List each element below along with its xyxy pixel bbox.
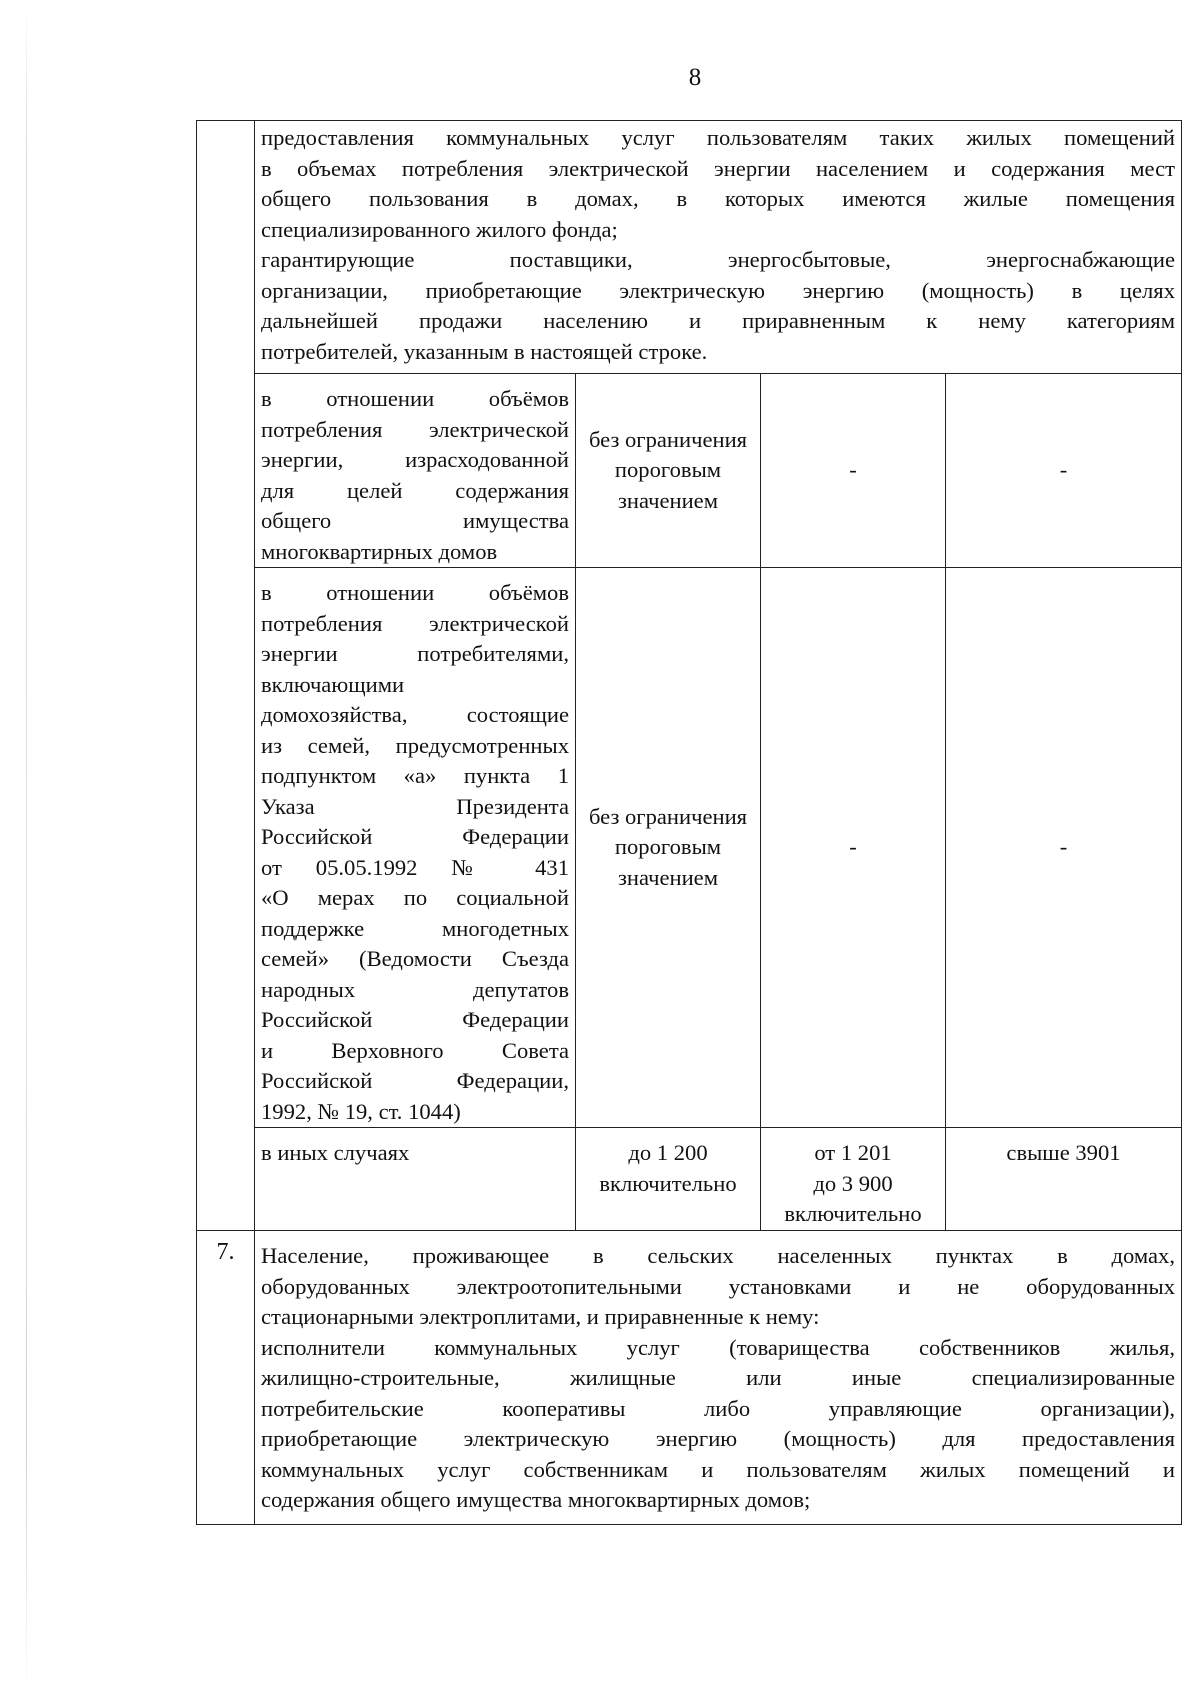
range-line: включительно — [599, 1170, 737, 1196]
range-cell-dash: - — [761, 374, 946, 568]
table-row-other-cases — [197, 1128, 1182, 1231]
range-cell-high: свыше 3901 — [946, 1128, 1182, 1231]
item-7-line: оборудованных электроотопительными установками и не оборудованных — [261, 1273, 1175, 1299]
item-7-line: потребительские кооперативы либо управляющие организации), — [261, 1395, 1175, 1421]
category-cell: в иных случаях — [255, 1128, 576, 1231]
range-cell-dash: - — [761, 568, 946, 1128]
category-line: общего имущества — [261, 508, 569, 533]
intro-line: предоставления коммунальных услуг пользователям таких жилых помещений — [261, 125, 1175, 150]
intro-line: потребителей, указанным в настоящей строке. — [261, 338, 708, 364]
table-row-intro — [197, 121, 1182, 374]
category-line: Российской Федерации — [261, 1007, 569, 1032]
category-line: Российской Федерации — [261, 824, 569, 849]
category-line: потребления электрической — [261, 416, 569, 442]
category-line: «О мерах по социальной — [261, 885, 569, 910]
item-7-line: исполнители коммунальных услуг (товарищества собственников жилья, — [261, 1334, 1175, 1360]
range-line: до 1 200 — [628, 1140, 708, 1165]
range-cell-dash: - — [946, 568, 1182, 1128]
threshold-cell: без ограничения пороговым значением — [576, 374, 761, 568]
category-line: подпунктом «а» пункта 1 — [261, 763, 569, 788]
category-line: в отношении объёмов — [261, 386, 569, 411]
category-cell — [255, 568, 576, 1128]
category-line: Указа Президента — [261, 793, 569, 819]
category-line: семей» (Ведомости Съезда — [261, 946, 569, 971]
intro-line: дальнейшей продажи населению и приравненным к нему категориям — [261, 308, 1175, 333]
category-line: энергии потребителями, — [261, 641, 569, 666]
category-line: потребления электрической — [261, 610, 569, 636]
intro-line: специализированного жилого фонда; — [261, 216, 618, 242]
item-7-line: коммунальных услуг собственникам и пользователям жилых помещений и — [261, 1456, 1175, 1482]
category-line: Российской Федерации, — [261, 1068, 569, 1093]
table-row-common-property — [197, 374, 1182, 568]
category-line: и Верховного Совета — [261, 1037, 569, 1063]
category-line: из семей, предусмотренных — [261, 732, 569, 758]
category-line: домохозяйства, состоящие — [261, 702, 569, 727]
page-number: 8 — [688, 64, 702, 91]
intro-text-cell — [255, 121, 1182, 374]
table-row-large-families — [197, 568, 1182, 1128]
item-7-text-cell — [255, 1231, 1182, 1525]
intro-line: общего пользования в домах, в которых имеются жилые помещения — [261, 186, 1175, 211]
item-7-line: жилищно-строительные, жилищные или иные специализированные — [261, 1365, 1175, 1390]
item-7-line: приобретающие электрическую энергию (мощность) для предоставления — [261, 1426, 1175, 1451]
row-number-cell: 7. — [197, 1231, 255, 1525]
range-cell-dash: - — [946, 374, 1182, 568]
scan-edge-line — [26, 0, 27, 1697]
item-7-line: Население, проживающее в сельских населенных пунктах в домах, — [261, 1243, 1175, 1268]
range-line: до 3 900 — [813, 1170, 893, 1196]
intro-line: организации, приобретающие электрическую энергию (мощность) в целях — [261, 277, 1175, 303]
category-line: поддержке многодетных — [261, 915, 569, 941]
item-7-line: стационарными электроплитами, и приравненные к нему: — [261, 1304, 820, 1329]
row-number-cell-empty — [197, 121, 255, 1231]
category-line: в отношении объёмов — [261, 580, 569, 605]
range-cell-low — [576, 1128, 761, 1231]
tariff-table — [196, 120, 1182, 1525]
category-cell — [255, 374, 576, 568]
category-line: от 05.05.1992 № 431 — [261, 854, 569, 880]
category-line: для целей содержания — [261, 477, 569, 503]
category-line: энергии, израсходованной — [261, 447, 569, 472]
range-cell-mid — [761, 1128, 946, 1231]
table-row-item-7 — [197, 1231, 1182, 1525]
intro-line: гарантирующие поставщики, энергосбытовые, энергоснабжающие — [261, 247, 1175, 272]
range-line: включительно — [784, 1201, 922, 1226]
range-line: от 1 201 — [814, 1140, 892, 1165]
category-line: включающими — [261, 671, 405, 697]
category-line: народных депутатов — [261, 976, 569, 1002]
category-line: 1992, № 19, ст. 1044) — [261, 1098, 461, 1124]
item-7-line: содержания общего имущества многоквартирных домов; — [261, 1487, 811, 1512]
threshold-cell: без ограничения пороговым значением — [576, 568, 761, 1128]
category-line: многоквартирных домов — [261, 538, 498, 564]
intro-line: в объемах потребления электрической энергии населением и содержания мест — [261, 155, 1175, 181]
